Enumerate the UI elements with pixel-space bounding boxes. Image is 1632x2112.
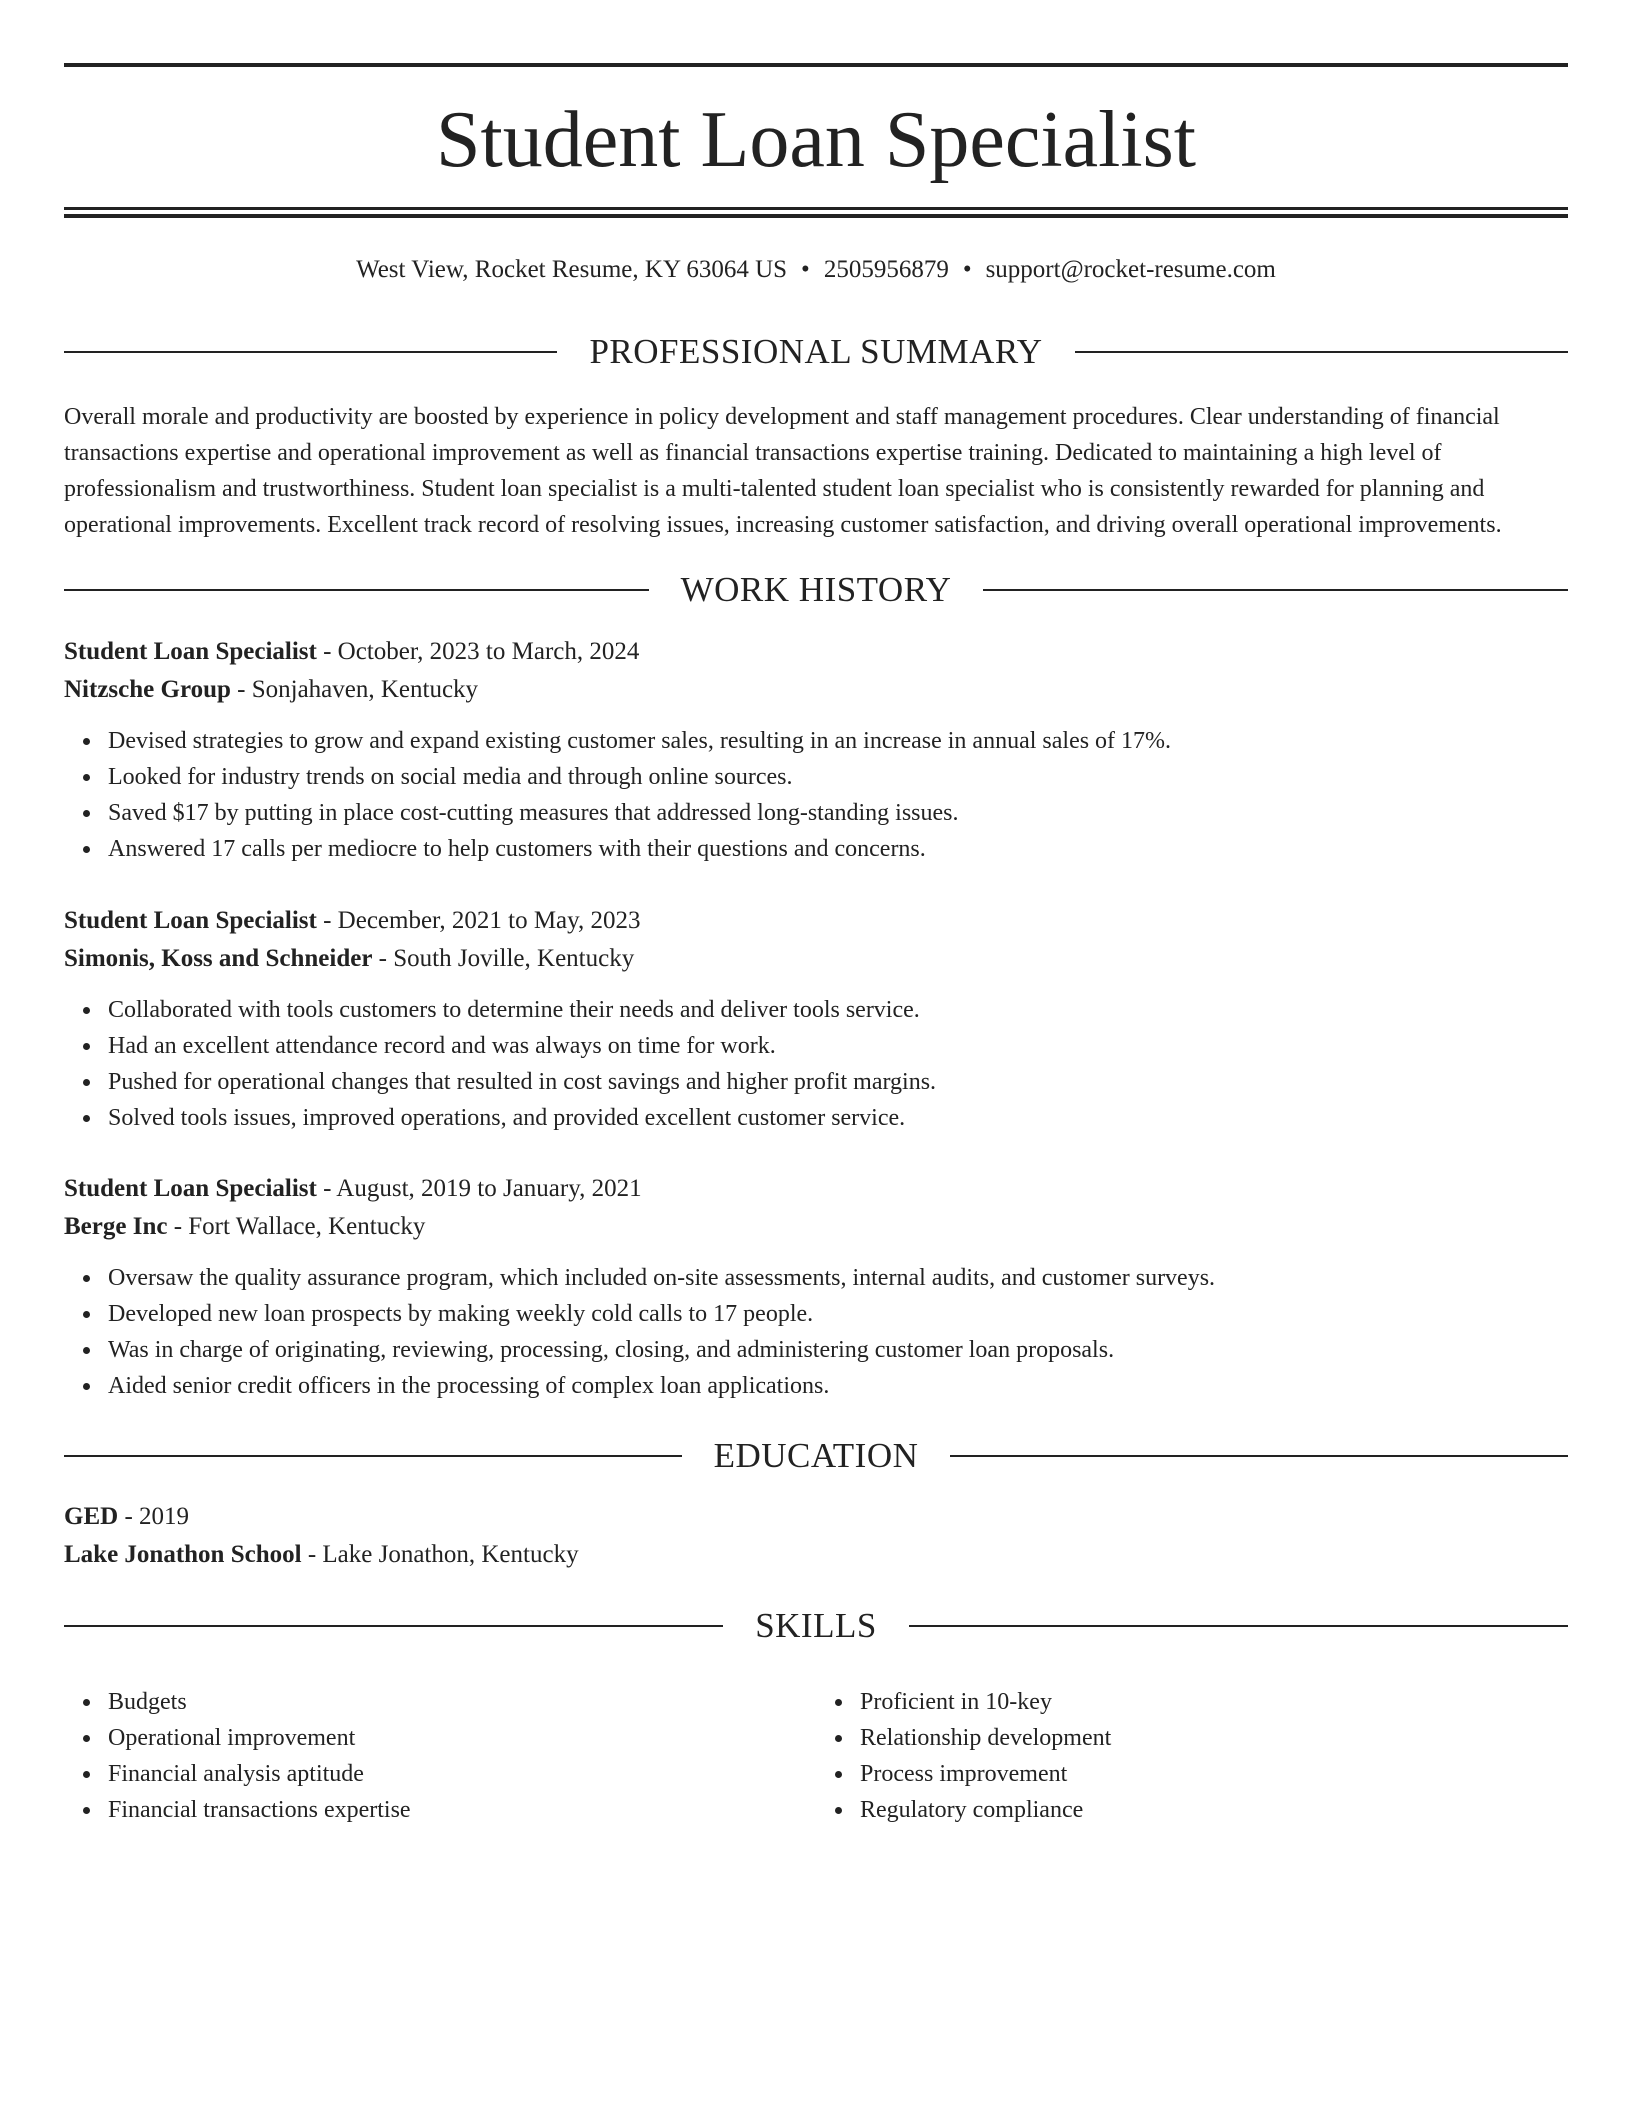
education-degree-line (64, 1498, 1568, 1536)
contact-separator: • (801, 256, 810, 283)
education-school-line (64, 1536, 1568, 1574)
job-dates: - December, 2021 to May, 2023 (316, 907, 641, 934)
skill-item: Regulatory compliance (860, 1792, 1568, 1828)
job-company: Nitzsche Group (64, 676, 231, 703)
skill-item: Budgets (108, 1684, 816, 1720)
job-bullet: Looked for industry trends on social media and through online sources. (108, 759, 1568, 795)
education-entry (64, 1498, 1568, 1574)
job-dates: - October, 2023 to March, 2024 (316, 638, 640, 665)
skill-item: Financial analysis aptitude (108, 1756, 816, 1792)
job-title-line (64, 1170, 1568, 1208)
job-bullet: Aided senior credit officers in the processing of complex loan applications. (108, 1368, 1568, 1404)
job-dates: - August, 2019 to January, 2021 (316, 1175, 642, 1202)
job-company: Berge Inc (64, 1213, 168, 1240)
section-rule-left (64, 351, 557, 353)
section-title-summary: PROFESSIONAL SUMMARY (589, 332, 1043, 371)
education-year: - 2019 (118, 1503, 190, 1530)
skill-item: Process improvement (860, 1756, 1568, 1792)
resume-title: Student Loan Specialist (436, 96, 1196, 184)
section-header-work (64, 570, 1568, 610)
section-header-education (64, 1436, 1568, 1476)
contact-email[interactable]: support@rocket-resume.com (985, 256, 1276, 283)
skills-list (64, 1684, 1568, 1828)
job-bullet: Pushed for operational changes that resulted in cost savings and higher profit margins. (108, 1064, 1568, 1100)
job-bullet: Devised strategies to grow and expand existing customer sales, resulting in an increase in annual sales of 17%. (108, 723, 1568, 759)
job-location: - Fort Wallace, Kentucky (167, 1213, 426, 1240)
job-bullet: Saved $17 by putting in place cost-cutting measures that addressed long-standing issues. (108, 795, 1568, 831)
education-degree: GED (64, 1503, 119, 1530)
contact-line (64, 252, 1568, 288)
section-rule-left (64, 1455, 682, 1457)
section-title-education: EDUCATION (713, 1436, 919, 1475)
job-bullet: Collaborated with tools customers to determine their needs and deliver tools service. (108, 992, 1568, 1028)
summary-text: Overall morale and productivity are boosted by experience in policy development and staff management procedures. Clear understanding of financial transactions expertise and operational improvement as well as financial transactions expertise training. Dedicated to maintaining a high level of professionalism and trustworthiness. Student loan specialist is a multi-talented student loan specialist who is consistently rewarded for planning and operational improvements. Excellent track record of resolving issues, increasing customer satisfaction, and driving overall operational improvements. (64, 404, 1502, 538)
job-company-line (64, 671, 1568, 709)
job-title-line (64, 902, 1568, 940)
job-bullets (64, 992, 1568, 1136)
top-rule (64, 63, 1568, 67)
job-entry (64, 633, 1568, 867)
job-bullet: Was in charge of originating, reviewing, processing, closing, and administering customer loan proposals. (108, 1332, 1568, 1368)
section-header-summary (64, 332, 1568, 372)
job-bullet: Developed new loan prospects by making weekly cold calls to 17 people. (108, 1296, 1568, 1332)
job-title-line (64, 633, 1568, 671)
section-rule-right (909, 1625, 1568, 1627)
job-bullet: Solved tools issues, improved operations, and provided excellent customer service. (108, 1100, 1568, 1136)
skill-item: Financial transactions expertise (108, 1792, 816, 1828)
skill-item: Operational improvement (108, 1720, 816, 1756)
job-entry (64, 1170, 1568, 1404)
section-rule-left (64, 589, 649, 591)
job-location: - Sonjahaven, Kentucky (230, 676, 479, 703)
title-double-rule (64, 207, 1568, 218)
section-header-skills (64, 1606, 1568, 1646)
section-title-skills: SKILLS (755, 1606, 877, 1645)
job-bullet: Had an excellent attendance record and was always on time for work. (108, 1028, 1568, 1064)
section-title-work: WORK HISTORY (680, 570, 952, 609)
education-location: - Lake Jonathon, Kentucky (301, 1541, 579, 1568)
job-bullet: Oversaw the quality assurance program, which included on-site assessments, internal audits, and customer surveys. (108, 1260, 1568, 1296)
contact-phone[interactable]: 2505956879 (823, 256, 949, 283)
section-rule-right (1075, 351, 1568, 353)
job-title: Student Loan Specialist (64, 907, 317, 934)
contact-address: West View, Rocket Resume, KY 63064 US (356, 256, 788, 283)
job-bullets (64, 723, 1568, 867)
job-bullet: Answered 17 calls per mediocre to help customers with their questions and concerns. (108, 831, 1568, 867)
section-rule-right (950, 1455, 1568, 1457)
skills-column-right (816, 1684, 1568, 1828)
skill-item: Relationship development (860, 1720, 1568, 1756)
job-entry (64, 902, 1568, 1136)
skills-column-left (64, 1684, 816, 1828)
education-school: Lake Jonathon School (64, 1541, 302, 1568)
job-title: Student Loan Specialist (64, 1175, 317, 1202)
job-location: - South Joville, Kentucky (372, 945, 635, 972)
job-title: Student Loan Specialist (64, 638, 317, 665)
job-company-line (64, 940, 1568, 978)
skill-item: Proficient in 10-key (860, 1684, 1568, 1720)
section-rule-right (983, 589, 1568, 591)
job-bullets (64, 1260, 1568, 1404)
job-company: Simonis, Koss and Schneider (64, 945, 373, 972)
contact-separator: • (962, 256, 972, 283)
section-rule-left (64, 1625, 723, 1627)
job-company-line (64, 1208, 1568, 1246)
